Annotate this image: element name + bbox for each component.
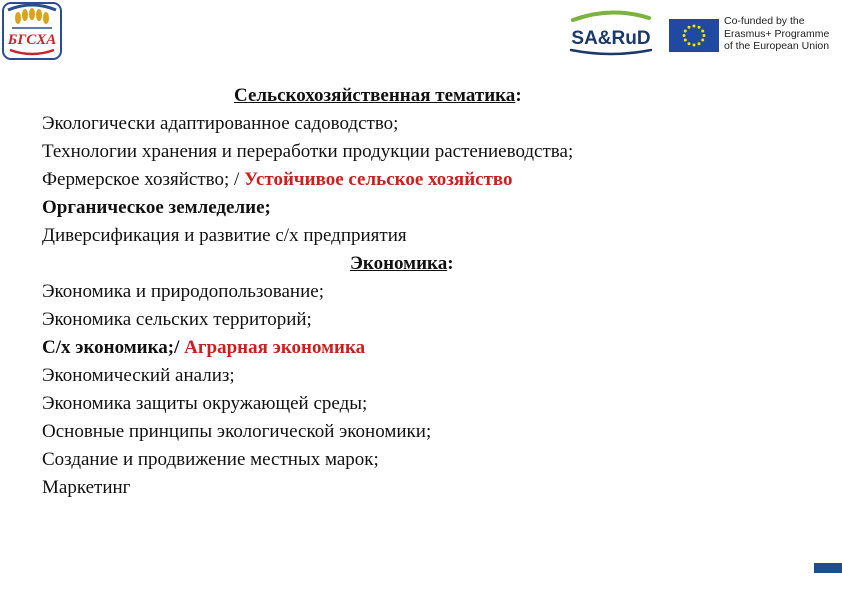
- list-item: Экономика и природопользование;: [42, 281, 324, 302]
- section-heading-economics: [42, 250, 802, 278]
- sarud-logo: [563, 10, 659, 58]
- eu-caption-line: Erasmus+ Programme: [724, 27, 830, 40]
- slide-content: [42, 82, 802, 502]
- list-item: Маркетинг: [42, 477, 131, 498]
- list-item-text: Фермерское хозяйство; /: [42, 169, 245, 190]
- list-item: Экологически адаптированное садоводство;: [42, 113, 399, 134]
- eu-flag-icon: [669, 19, 719, 52]
- list-item: Экономика защиты окружающей среды;: [42, 393, 368, 414]
- eu-caption-line: of the European Union: [724, 40, 830, 52]
- section-heading-text: Сельскохозяйственная тематика: [234, 85, 516, 106]
- section-heading-colon: :: [447, 253, 454, 274]
- university-logo-text: БГСХА: [7, 32, 57, 48]
- list-item: [42, 166, 802, 194]
- section-heading-text: Экономика: [350, 253, 448, 274]
- highlighted-topic: Аграрная экономика: [184, 337, 366, 358]
- eu-cofunding-caption: [724, 15, 840, 53]
- list-item: Экономический анализ;: [42, 365, 235, 386]
- list-item-bold: Органическое земледелие;: [42, 197, 271, 218]
- list-item: Основные принципы экологической экономики;: [42, 421, 432, 442]
- highlighted-topic: Устойчивое сельское хозяйство: [244, 169, 513, 190]
- section-heading-colon: :: [515, 85, 522, 106]
- list-item: [42, 334, 802, 362]
- list-item: Диверсификация и развитие с/х предприятия: [42, 225, 407, 246]
- list-item: Создание и продвижение местных марок;: [42, 449, 379, 470]
- corner-accent-bar: [814, 563, 842, 573]
- list-item-text: С/х экономика;/: [42, 337, 185, 358]
- list-item: Технологии хранения и переработки продукции растениеводства;: [42, 141, 574, 162]
- section-heading-agriculture: [42, 82, 802, 110]
- sarud-logo-text: SA&RuD: [571, 28, 651, 49]
- eu-caption-line: Co-funded by the: [724, 15, 805, 27]
- university-logo: [2, 2, 62, 60]
- list-item: Экономика сельских территорий;: [42, 309, 312, 330]
